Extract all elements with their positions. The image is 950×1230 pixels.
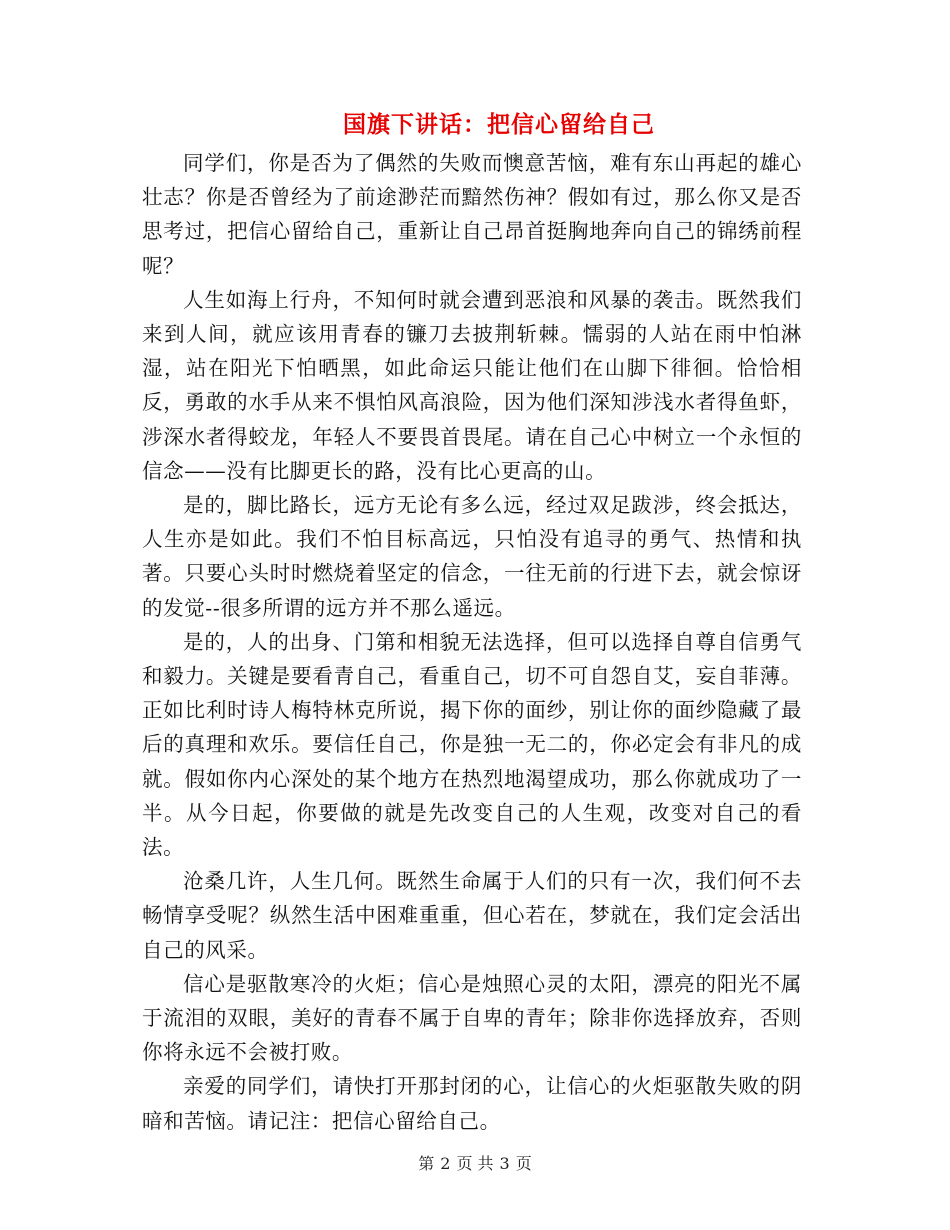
document-body: [142, 146, 802, 1138]
paragraph: 沧桑几许，人生几何。既然生命属于人们的只有一次，我们何不去畅情享受呢？纵然生活中困难重重，但心若在，梦就在，我们定会活出自己的风采。: [142, 869, 802, 962]
total-pages-number: 3: [499, 1154, 510, 1173]
paragraph: 是的，人的出身、门第和相貌无法选择，但可以选择自尊自信勇气和毅力。关键是要看青自己，看重自己，切不可自怨自艾，妄自菲薄。正如比利时诗人梅特林克所说，揭下你的面纱，别让你的面纱隐藏了最后的真理和欢乐。要信任自己，你是独一无二的，你必定会有非凡的成就。假如你内心深处的某个地方在热烈地渴望成功，那么你就成功了一半。从今日起，你要做的就是先改变自己的人生观，改变对自己的看法。: [142, 629, 802, 860]
page-number-suffix: 页: [515, 1154, 532, 1173]
paragraph: 人生如海上行舟，不知何时就会遭到恶浪和风暴的袭击。既然我们来到人间，就应该用青春的镰刀去披荆斩棘。懦弱的人站在雨中怕淋湿，站在阳光下怕晒黑，如此命运只能让他们在山脚下徘徊。恰恰相反，勇敢的水手从来不惧怕风高浪险，因为他们深知涉浅水者得鱼虾，涉深水者得蛟龙，年轻人不要畏首畏尾。请在自己心中树立一个永恒的信念——没有比脚更长的路，没有比心更高的山。: [142, 287, 802, 483]
page-footer: [0, 1153, 950, 1175]
page-title: 国旗下讲话：把信心留给自己: [343, 111, 655, 138]
paragraph: 信心是驱散寒冷的火炬；信心是烛照心灵的太阳，漂亮的阳光不属于流泪的双眼，美好的青春不属于自卑的青年；除非你选择放弃，否则你将永远不会被打败。: [142, 971, 802, 1065]
current-page-number: 2: [440, 1154, 451, 1173]
page-number-prefix: 第: [418, 1154, 435, 1173]
page-number-middle: 页 共: [456, 1154, 494, 1173]
paragraph: 是的，脚比路长，远方无论有多么远，经过双足跋涉，终会抵达，人生亦是如此。我们不怕目标高远，只怕没有追寻的勇气、热情和执著。只要心头时时燃烧着坚定的信念，一往无前的行进下去，就会惊讶的发觉--很多所谓的远方并不那么遥远。: [142, 493, 802, 620]
paragraph: 亲爱的同学们，请快打开那封闭的心，让信心的火炬驱散失败的阴暗和苦恼。请记注：把信心留给自己。: [142, 1074, 802, 1133]
paragraph: 同学们，你是否为了偶然的失败而懊意苦恼，难有东山再起的雄心壮志？你是否曾经为了前途渺茫而黯然伤神？假如有过，那么你又是否思考过，把信心留给自己，重新让自己昂首挺胸地奔向自己的锦绣前程呢？: [142, 151, 802, 278]
